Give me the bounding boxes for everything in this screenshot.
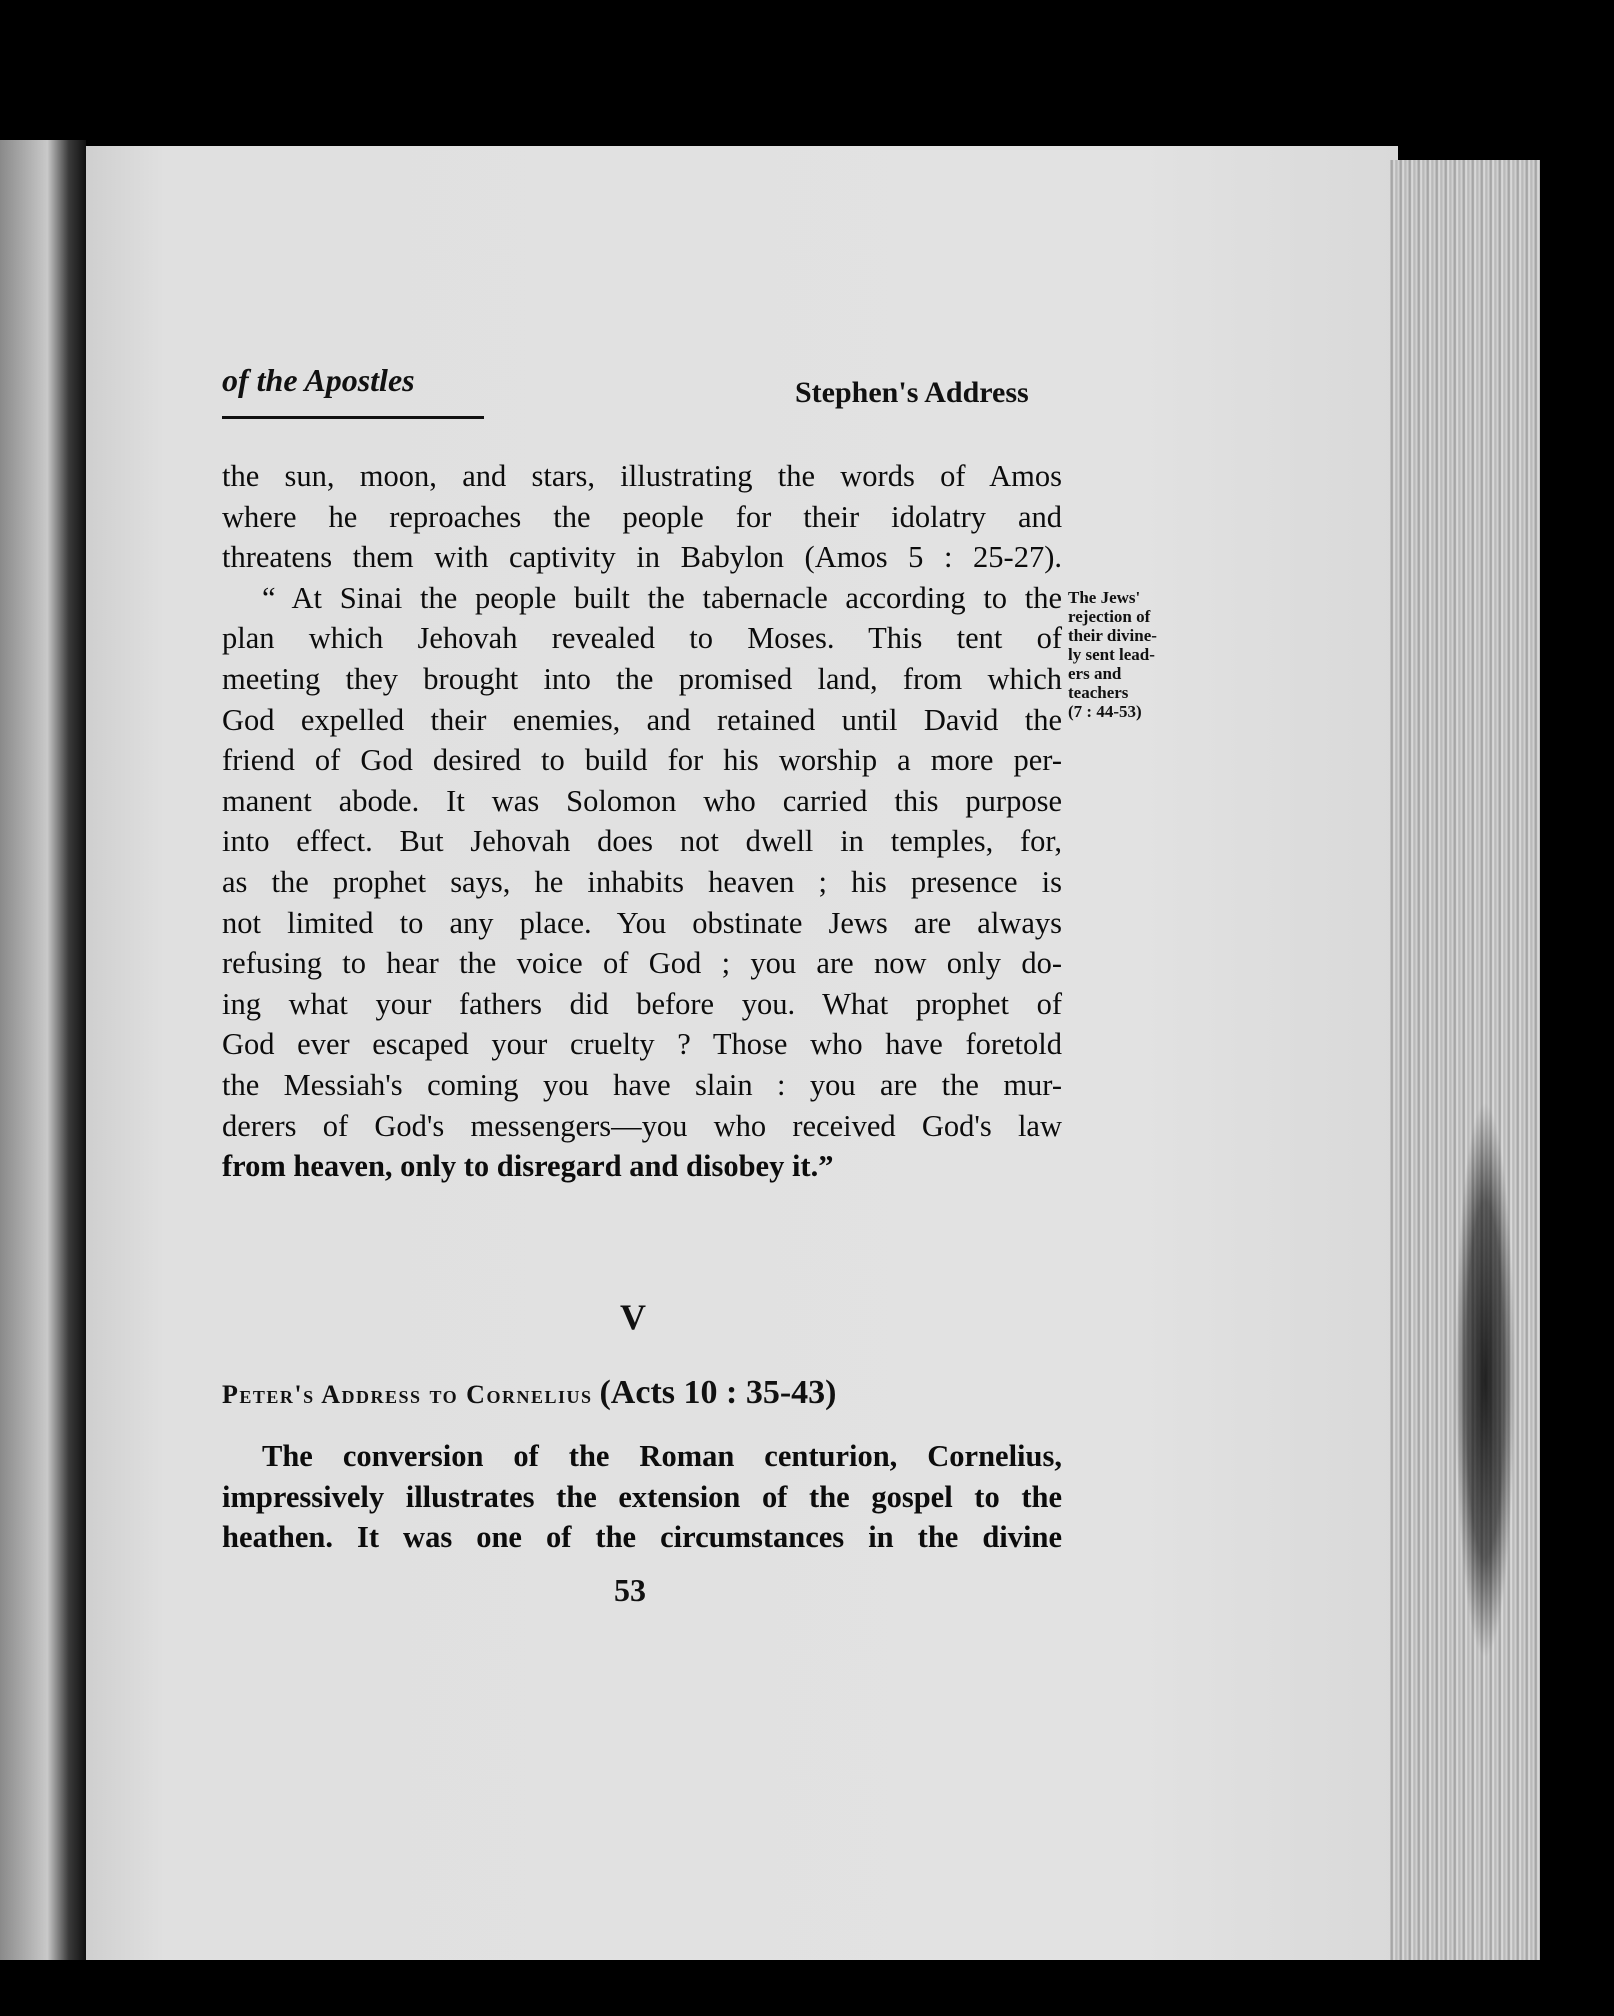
running-title-rule: [222, 416, 484, 419]
marginal-note-line: teachers: [1068, 683, 1129, 702]
book-fore-edge: [1390, 160, 1540, 1960]
section-title: Stephen's Address: [795, 376, 1029, 409]
section-line: The conversion of the Roman centurion, Cornelius,: [262, 1439, 1062, 1473]
body-line: God expelled their enemies, and retained until David the: [222, 702, 1062, 737]
body-line: as the prophet says, he inhabits heaven ; his presence is: [222, 864, 1062, 899]
body-line: friend of God desired to build for his worship a more per-: [222, 743, 1062, 778]
section-number: V: [620, 1297, 646, 1337]
page-number: 53: [614, 1572, 646, 1608]
marginal-note-line: rejection of: [1068, 607, 1151, 626]
body-line: God ever escaped your cruelty ? Those who have foretold: [222, 1027, 1062, 1062]
body-line: ing what your fathers did before you. What prophet of: [222, 986, 1062, 1021]
body-line: plan which Jehovah revealed to Moses. This tent of: [222, 621, 1062, 656]
section-text: [222, 1436, 1062, 1558]
left-page-edge: [0, 140, 86, 1960]
section-heading: [222, 1374, 1062, 1412]
fore-edge-shadow: [1455, 1100, 1515, 1660]
marginal-note-line: ers and: [1068, 664, 1122, 683]
body-line: refusing to hear the voice of God ; you are now only do-: [222, 946, 1062, 981]
section-heading-reference: (Acts 10 : 35-43): [599, 1374, 837, 1411]
body-line: the Messiah's coming you have slain : you are the mur-: [222, 1067, 1062, 1102]
marginal-note: [1068, 588, 1228, 721]
body-line: from heaven, only to disregard and disobey it.”: [222, 1149, 834, 1184]
body-text: [222, 456, 1062, 1187]
section-heading-title: Peter's Address to Cornelius: [222, 1380, 593, 1409]
section-line: heathen. It was one of the circumstances in the divine: [222, 1520, 1062, 1555]
body-line: meeting they brought into the promised land, from which: [222, 661, 1062, 696]
body-line: the sun, moon, and stars, illustrating the words of Amos: [222, 459, 1062, 493]
body-line: derers of God's messengers—you who received God's law: [222, 1108, 1062, 1143]
body-line: where he reproaches the people for their idolatry and: [222, 499, 1062, 534]
running-title: of the Apostles: [222, 362, 415, 398]
body-line: “ At Sinai the people built the tabernacle according to the: [262, 580, 1062, 615]
body-line: into effect. But Jehovah does not dwell in temples, for,: [222, 824, 1062, 859]
marginal-note-line: (7 : 44-53): [1068, 702, 1142, 721]
marginal-note-line: ly sent lead-: [1068, 645, 1155, 664]
body-line: not limited to any place. You obstinate Jews are always: [222, 905, 1062, 940]
marginal-note-line: The Jews': [1068, 588, 1141, 607]
body-line: threatens them with captivity in Babylon (Amos 5 : 25-27).: [222, 540, 1062, 575]
marginal-note-line: their divine-: [1068, 626, 1157, 645]
section-line: impressively illustrates the extension of the gospel to the: [222, 1479, 1062, 1514]
body-line: manent abode. It was Solomon who carried this purpose: [222, 783, 1062, 818]
